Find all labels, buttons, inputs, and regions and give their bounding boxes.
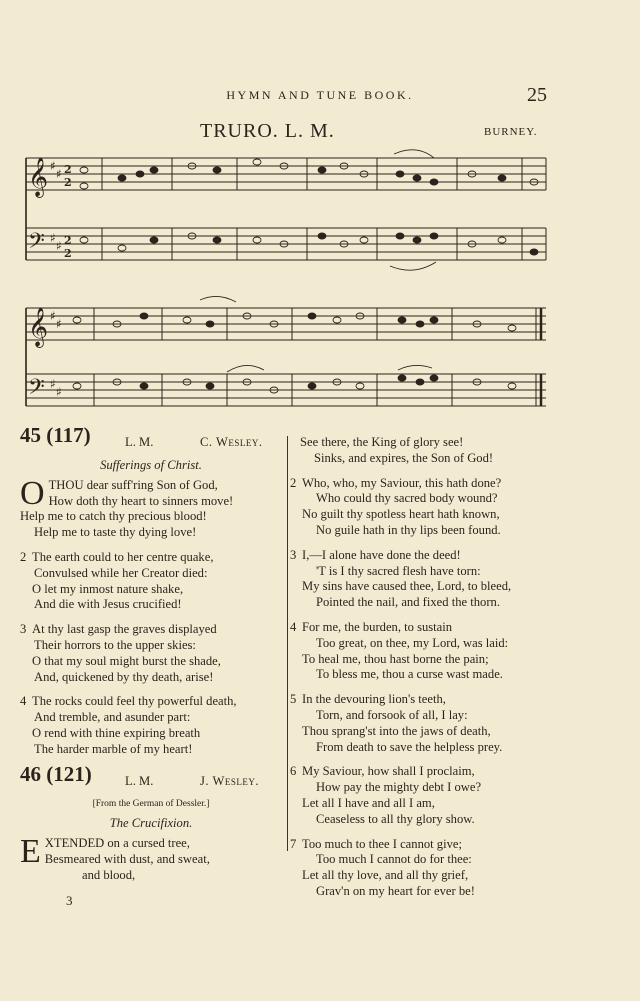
svg-text:♯: ♯ <box>50 159 56 173</box>
right-column <box>290 435 552 909</box>
svg-text:2: 2 <box>64 176 72 189</box>
tune-composer: BURNEY. <box>484 126 538 138</box>
svg-text:♯: ♯ <box>56 239 62 253</box>
hymn-46-verse-4 <box>290 620 552 683</box>
verse-line: To bless me, thou a curse wast made. <box>316 667 503 682</box>
signature-mark: 3 <box>66 892 73 908</box>
verse-line: THOU dear suff'ring Son of God, <box>48 477 218 492</box>
verse-number: 4 <box>290 619 297 634</box>
staff-2-treble <box>26 308 546 340</box>
hymn-46-verse-1-cont <box>290 435 552 467</box>
verse-line: Who could thy sacred body wound? <box>316 491 498 506</box>
hymn-46-verse-5 <box>290 692 552 755</box>
hymn-46-subtitle: The Crucifixion. <box>109 816 193 831</box>
verse-line: O let my inmost nature shake, <box>32 581 184 596</box>
verse-line: And, quickened by thy death, arise! <box>34 669 214 684</box>
hymn-45-verse-3 <box>20 622 282 685</box>
verse-line: And die with Jesus crucified! <box>34 597 182 612</box>
svg-text:2: 2 <box>64 247 72 260</box>
svg-text:♯: ♯ <box>56 167 62 181</box>
hymn-45-subtitle: Sufferings of Christ. <box>100 458 202 472</box>
verse-line: Too much to thee I cannot give; <box>302 836 462 851</box>
hymn-46-meter: L. M. <box>125 773 154 788</box>
verse-line: My Saviour, how shall I proclaim, <box>302 764 475 779</box>
verse-line: Convulsed while her Creator died: <box>34 565 208 580</box>
hymn-46-source: [From the German of Dessler.] <box>92 798 210 809</box>
verse-number: 3 <box>20 622 27 637</box>
verse-line: How pay the mighty debt I owe? <box>316 780 482 795</box>
svg-text:♯: ♯ <box>56 317 62 331</box>
verse-line: From death to save the helpless prey. <box>316 739 503 754</box>
verse-line: Besmeared with dust, and sweat, <box>44 851 210 866</box>
hymn-45-number: 45 (117) <box>20 423 91 447</box>
verse-line: 'T is I thy sacred flesh have torn: <box>316 563 481 578</box>
verse-line: and blood, <box>82 867 136 882</box>
drop-cap: E <box>20 833 41 871</box>
verse-line: Sinks, and expires, the Son of God! <box>314 450 494 465</box>
verse-number: 6 <box>290 764 297 779</box>
verse-number: 2 <box>20 549 27 564</box>
verse-line: See there, the King of glory see! <box>300 435 464 449</box>
verse-number: 5 <box>290 692 297 707</box>
verse-line: In the devouring lion's teeth, <box>302 692 446 707</box>
verse-line: The earth could to her centre quake, <box>32 549 214 564</box>
tune-title: TRURO. L. M. <box>200 120 335 142</box>
music-score <box>22 148 552 418</box>
svg-text:2: 2 <box>64 163 72 176</box>
hymn-46-verse-3 <box>290 548 552 611</box>
verse-line: O that my soul might burst the shade, <box>32 653 221 668</box>
verse-line: Let all thy love, and all thy grief, <box>302 868 469 883</box>
verse-line: XTENDED on a cursed tree, <box>44 836 190 851</box>
verse-line: Their horrors to the upper skies: <box>34 637 196 652</box>
running-head: HYMN AND TUNE BOOK. <box>226 88 414 102</box>
verse-line: Too great, on thee, my Lord, was laid: <box>316 635 509 650</box>
svg-text:♯: ♯ <box>50 309 56 323</box>
verse-line: Pointed the nail, and fixed the thorn. <box>316 595 500 610</box>
hymn-46-verse-2 <box>290 476 552 539</box>
hymn-46-number: 46 (121) <box>20 761 92 786</box>
svg-text:2: 2 <box>64 234 72 247</box>
verse-line: Let all I have and all I am, <box>302 795 435 810</box>
verse-line: No guile hath in thy lips been found. <box>316 522 501 537</box>
left-column <box>20 423 282 908</box>
verse-line: Help me to catch thy precious blood! <box>20 509 207 524</box>
svg-text:𝄢: 𝄢 <box>28 375 45 405</box>
hymn-46-author: J. Wesley. <box>200 773 260 788</box>
svg-text:♯: ♯ <box>50 231 56 245</box>
svg-text:𝄞: 𝄞 <box>28 307 49 347</box>
verse-line: And tremble, and asunder part: <box>34 710 191 725</box>
verse-number: 3 <box>290 547 297 562</box>
verse-line: Who, who, my Saviour, this hath done? <box>302 475 502 490</box>
verse-line: Ceaseless to all thy glory show. <box>316 811 475 826</box>
verse-line: No guilt thy spotless heart hath known, <box>302 507 500 522</box>
verse-line: My sins have caused thee, Lord, to bleed, <box>302 579 512 594</box>
hymn-45-verse-2 <box>20 550 282 613</box>
verse-line: Too much I cannot do for thee: <box>316 852 472 867</box>
verse-line: Grav'n on my heart for ever be! <box>316 883 475 898</box>
verse-line: How doth thy heart to sinners move! <box>48 493 234 508</box>
verse-number: 4 <box>20 694 27 709</box>
verse-line: Thou sprang'st into the jaws of death, <box>302 723 491 738</box>
staff-2-bass <box>26 374 546 406</box>
verse-number: 2 <box>290 475 297 490</box>
svg-text:𝄢: 𝄢 <box>28 229 45 259</box>
verse-line: For me, the burden, to sustain <box>302 619 453 634</box>
hymn-45-author: C. Wesley. <box>200 435 263 449</box>
hymn-45-verse-1 <box>20 474 282 541</box>
verse-line: I,—I alone have done the deed! <box>302 547 461 562</box>
hymn-45-meter: L. M. <box>125 435 154 449</box>
hymn-46-verse-6 <box>290 764 552 827</box>
verse-number: 7 <box>290 836 297 851</box>
hymn-46-verse-1 <box>20 833 282 883</box>
svg-text:♯: ♯ <box>50 377 56 391</box>
verse-line: Torn, and forsook of all, I lay: <box>316 707 468 722</box>
page-number: 25 <box>527 84 547 106</box>
column-divider <box>287 436 288 851</box>
hymn-45-verse-4 <box>20 694 282 757</box>
svg-text:𝄞: 𝄞 <box>28 157 49 197</box>
svg-text:♯: ♯ <box>56 385 62 399</box>
verse-line: To heal me, thou hast borne the pain; <box>302 651 489 666</box>
hymn-46-heading <box>20 761 282 797</box>
verse-line: The harder marble of my heart! <box>34 741 193 756</box>
drop-cap: O <box>20 474 45 512</box>
hymn-46-verse-7 <box>290 837 552 900</box>
verse-line: Help me to taste thy dying love! <box>34 525 197 540</box>
verse-line: O rend with thine expiring breath <box>32 725 201 740</box>
verse-line: At thy last gasp the graves displayed <box>32 622 217 637</box>
hymn-45-heading <box>20 423 282 458</box>
verse-line: The rocks could feel thy powerful death, <box>32 694 237 709</box>
